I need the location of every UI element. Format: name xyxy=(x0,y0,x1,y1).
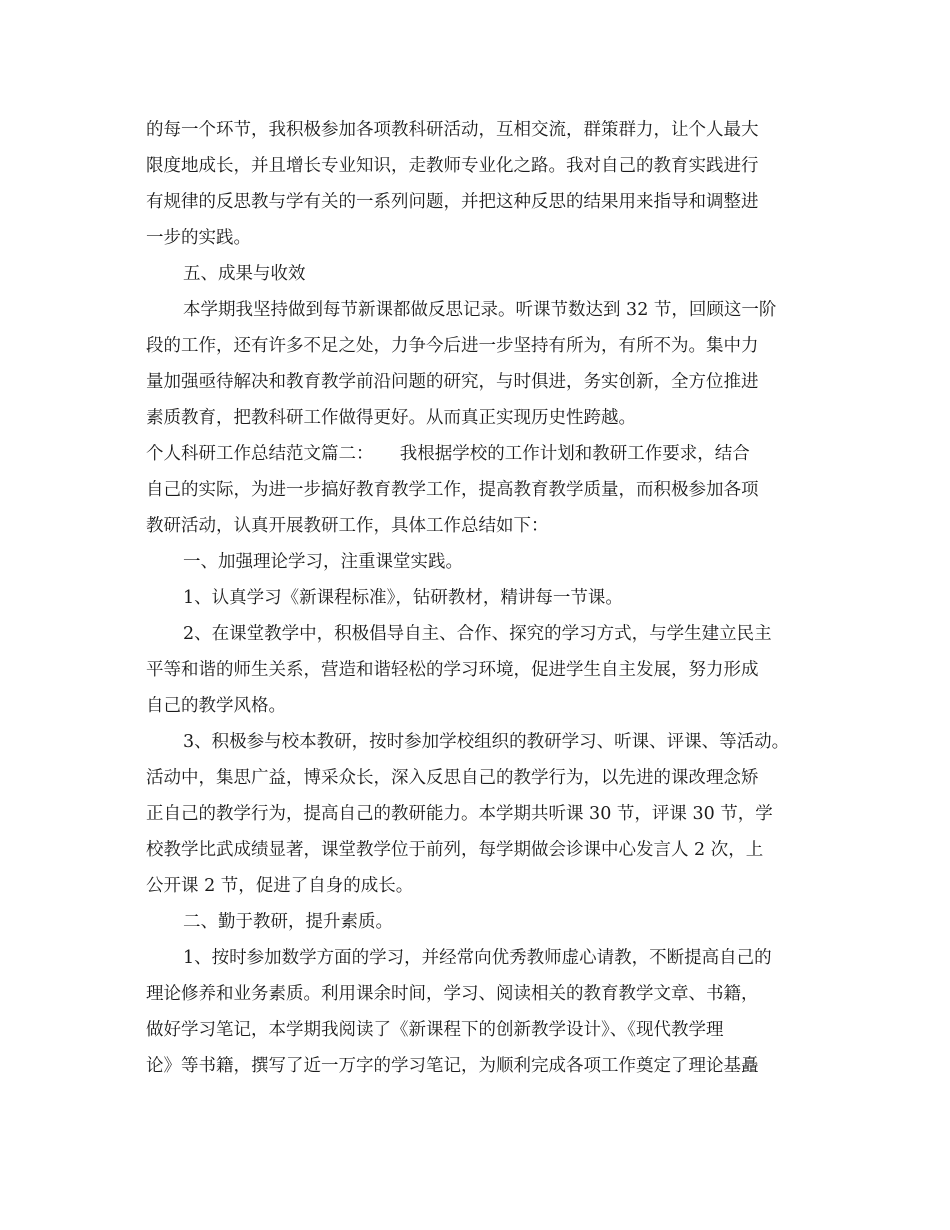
text-line: 一步的实践。 xyxy=(146,228,251,248)
text-line: 量加强亟待解决和教育教学前沿问题的研究，与时俱进，务实创新，全方位推进 xyxy=(146,372,759,392)
text-line: 自己的教学风格。 xyxy=(146,696,286,716)
text-line: 1、按时参加数学方面的学习，并经常向优秀教师虚心请教，不断提高自己的 xyxy=(183,948,772,968)
text-line: 2、在课堂教学中，积极倡导自主、合作、探究的学习方式，与学生建立民主 xyxy=(183,624,772,644)
text-line: 正自己的教学行为，提高自己的教研能力。本学期共听课 30 节，评课 30 节，学 xyxy=(146,804,773,824)
text-line: 段的工作，还有许多不足之处，力争今后进一步坚持有所为，有所不为。集中力 xyxy=(146,336,759,356)
section-heading: 五、成果与收效 xyxy=(183,264,306,284)
text-line: 教研活动，认真开展教研工作，具体工作总结如下： xyxy=(146,516,549,536)
text-line: 的每一个环节，我积极参加各项教科研活动，互相交流，群策群力，让个人最大 xyxy=(146,120,759,140)
text-line: 本学期我坚持做到每节新课都做反思记录。听课节数达到 32 节，回顾这一阶 xyxy=(183,300,777,320)
text-line: 3、积极参与校本教研，按时参加学校组织的教研学习、听课、评课、等活动。 xyxy=(183,732,790,752)
text-line: 论》等书籍，撰写了近一万字的学习笔记，为顺利完成各项工作奠定了理论基矗 xyxy=(146,1056,759,1076)
text-line: 自己的实际，为进一步搞好教育教学工作，提高教育教学质量，而积极参加各项 xyxy=(146,480,759,500)
text-line: 素质教育，把教科研工作做得更好。从而真正实现历史性跨越。 xyxy=(146,408,636,428)
text-line: 平等和谐的师生关系，营造和谐轻松的学习环境，促进学生自主发展，努力形成 xyxy=(146,660,759,680)
text-line: 个人科研工作总结范文篇二： 我根据学校的工作计划和教研工作要求，结合 xyxy=(146,444,750,464)
text-line: 限度地成长，并且增长专业知识，走教师专业化之路。我对自己的教育实践进行 xyxy=(146,156,759,176)
text-line: 1、认真学习《新课程标准》，钻研教材，精讲每一节课。 xyxy=(183,588,623,608)
section-heading: 二、勤于教研，提升素质。 xyxy=(183,912,393,932)
text-line: 公开课 2 节，促进了自身的成长。 xyxy=(146,876,414,896)
text-line: 有规律的反思教与学有关的一系列问题，并把这种反思的结果用来指导和调整进 xyxy=(146,192,759,212)
text-line: 校教学比武成绩显著，课堂教学位于前列，每学期做会诊课中心发言人 2 次，上 xyxy=(146,840,764,860)
text-line: 做好学习笔记，本学期我阅读了《新课程下的创新教学设计》、《现代教学理 xyxy=(146,1020,724,1040)
text-line: 活动中，集思广益，博采众长，深入反思自己的教学行为，以先进的课改理念矫 xyxy=(146,768,759,788)
section-heading: 一、加强理论学习，注重课堂实践。 xyxy=(183,552,463,572)
text-line: 理论修养和业务素质。利用课余时间，学习、阅读相关的教育教学文章、书籍， xyxy=(146,984,759,1004)
